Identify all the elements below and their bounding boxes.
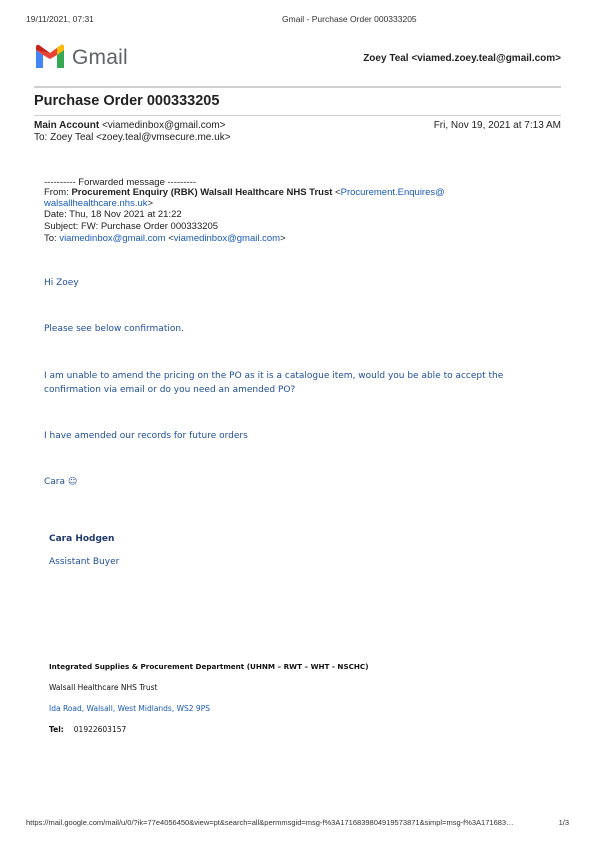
forward-to-label: To: [44, 233, 60, 244]
forward-from [44, 188, 445, 199]
phone-number: 01922603157 [73, 725, 127, 734]
account-user: Zoey Teal <viamed.zoey.teal@gmail.com> [363, 53, 561, 64]
forward-from-email-link[interactable]: Procurement.Enquires@ [340, 187, 445, 198]
subject-divider [34, 115, 561, 116]
body-paragraph-2-line-2: confirmation via email or do you need an amended PO? [44, 385, 296, 395]
phone-label: Tel: [49, 725, 64, 734]
email-subject: Purchase Order 000333205 [34, 93, 220, 109]
forward-from-label: From: [44, 187, 72, 198]
forward-to-link-2[interactable]: viamedinbox@gmail.com [173, 233, 281, 244]
signature-name: Cara Hodgen [49, 534, 115, 544]
signature-address-link[interactable]: Ida Road, Walsall, West Midlands, WS2 9PS [49, 704, 210, 713]
forward-subject: Subject: FW: Purchase Order 000333205 [44, 221, 219, 232]
gmail-logo-icon [34, 44, 66, 68]
body-paragraph-1: Please see below confirmation. [44, 324, 184, 334]
sender-line [34, 120, 226, 131]
forward-from-open: < [332, 187, 341, 198]
signoff: Cara ☺ [44, 477, 78, 487]
body-paragraph-3: I have amended our records for future orders [44, 431, 248, 441]
print-footer-url: https://mail.google.com/mail/u/0/?ik=77e4056450&view=pt&search=all&permmsgid=msg-f%3A1716839804919573871&simpl=msg-f%3A171683… [26, 818, 514, 827]
sender-email: <viamedinbox@gmail.com> [101, 120, 226, 131]
gmail-wordmark: Gmail [72, 46, 128, 69]
forward-date: Date: Thu, 18 Nov 2021 at 21:22 [44, 209, 182, 220]
sender-name: Main Account [34, 120, 100, 131]
header-divider [34, 86, 561, 88]
recipient-line: To: Zoey Teal <zoey.teal@vmsecure.me.uk> [34, 132, 231, 143]
signature-department: Integrated Supplies & Procurement Department (UHNM – RWT – WHT - NSCHC) [49, 662, 369, 671]
forward-from-close: > [147, 198, 154, 209]
email-date: Fri, Nov 19, 2021 at 7:13 AM [433, 120, 561, 131]
forward-from-cont [44, 199, 153, 210]
signature-role: Assistant Buyer [49, 557, 120, 567]
signature-org: Walsall Healthcare NHS Trust [49, 683, 158, 692]
print-title: Gmail - Purchase Order 000333205 [282, 14, 417, 24]
forward-separator: ---------- Forwarded message --------- [44, 177, 196, 188]
greeting: Hi Zoey [44, 278, 79, 288]
forward-from-email-link-cont[interactable]: walsallhealthcare.nhs.uk [44, 198, 148, 209]
body-paragraph-2-line-1: I am unable to amend the pricing on the PO as it is a catalogue item, would you be able to accept the [44, 371, 504, 381]
print-datetime: 19/11/2021, 07:31 [26, 14, 94, 24]
forward-to-link[interactable]: viamedinbox@gmail.com [59, 233, 166, 244]
page-number: 1/3 [558, 818, 569, 827]
signature-phone [49, 725, 126, 734]
forward-from-name: Procurement Enquiry (RBK) Walsall Healthcare NHS Trust [71, 187, 333, 198]
forward-to [44, 234, 286, 245]
forward-to-close: > [280, 233, 286, 244]
forward-to-mid: < [165, 233, 174, 244]
